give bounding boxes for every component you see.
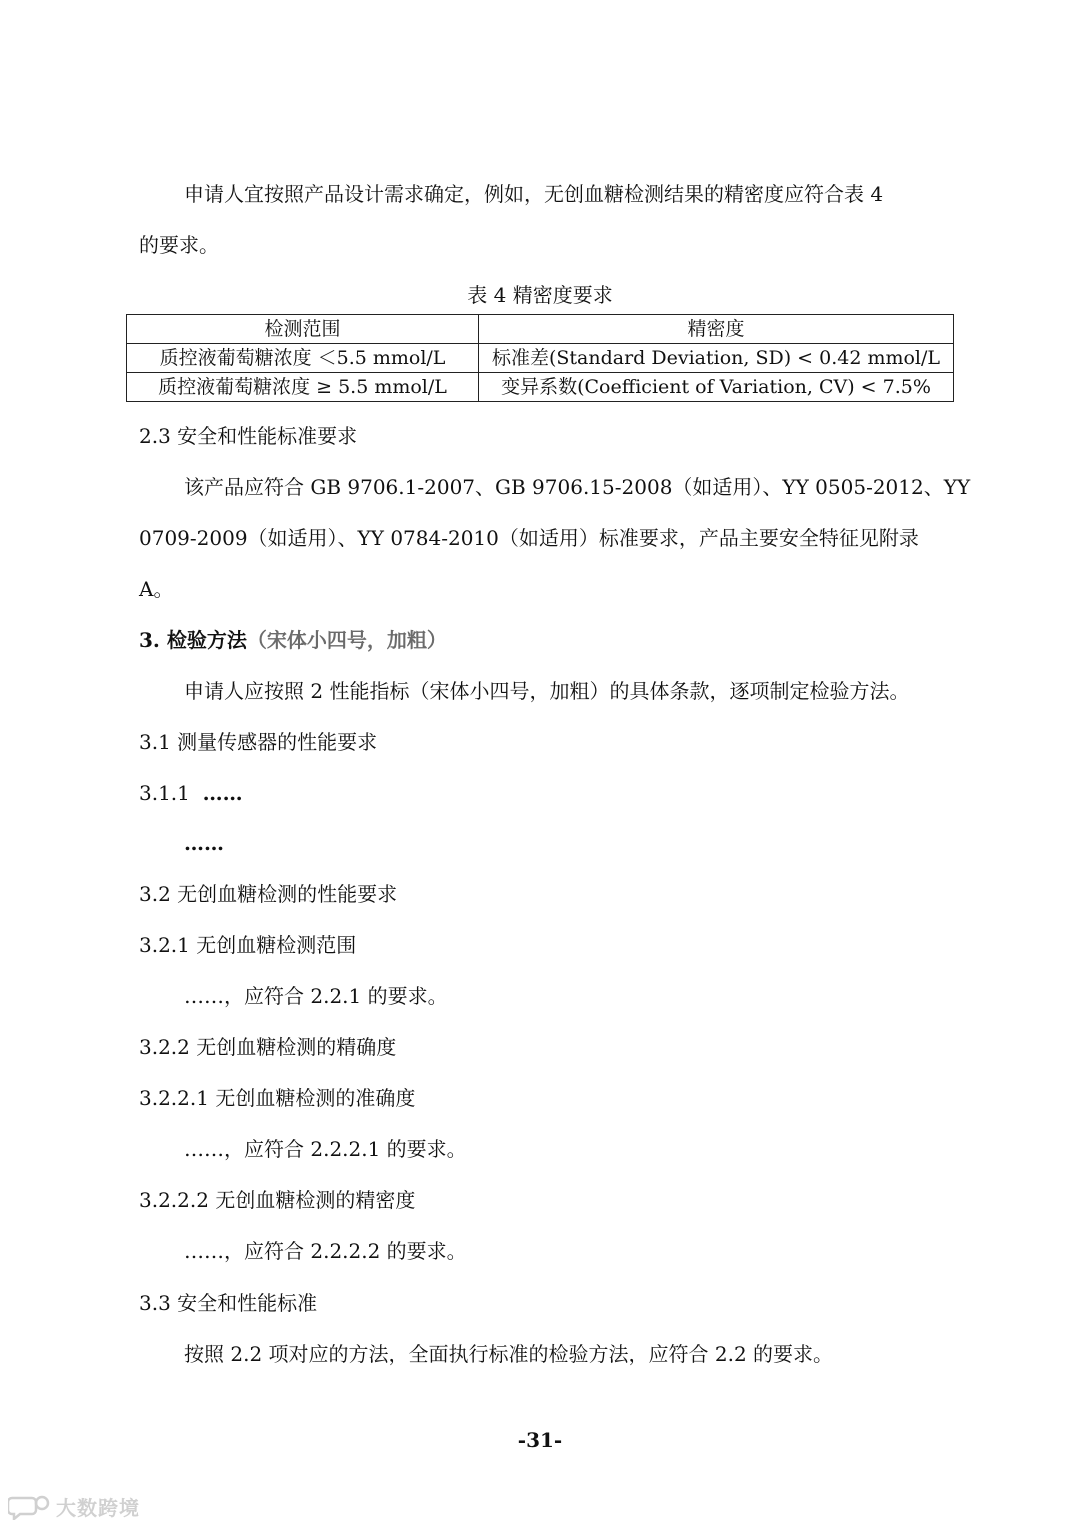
section-number: 3.1.1 bbox=[139, 781, 190, 805]
ellipsis: …… bbox=[202, 781, 243, 805]
chat-bubble-logo-icon bbox=[8, 1494, 52, 1520]
table-cell: 变异系数(Coefficient of Variation, CV) < 7.5% bbox=[479, 373, 954, 402]
section-heading-text: 3. 检验方法 bbox=[139, 628, 247, 652]
paragraph-line: 该产品应符合 GB 9706.1-2007、GB 9706.15-2008（如适用）、YY 0505-2012、YY bbox=[184, 475, 971, 499]
paragraph-line: ……，应符合 2.2.2.2 的要求。 bbox=[184, 1239, 467, 1263]
section-heading: 3.1 测量传感器的性能要求 bbox=[139, 730, 378, 754]
table-header-cell: 检测范围 bbox=[127, 315, 479, 344]
section-heading bbox=[139, 779, 243, 807]
paragraph-line: ……，应符合 2.2.1 的要求。 bbox=[184, 984, 448, 1008]
section-heading: 3.2.2.1 无创血糖检测的准确度 bbox=[139, 1086, 416, 1110]
table-cell: 质控液葡萄糖浓度 ＜5.5 mmol/L bbox=[127, 344, 479, 373]
table-row bbox=[127, 344, 954, 373]
section-heading bbox=[139, 626, 447, 654]
watermark-text: 大数跨境 bbox=[56, 1496, 140, 1520]
precision-table bbox=[126, 314, 954, 402]
section-heading: 3.2.2.2 无创血糖检测的精密度 bbox=[139, 1188, 416, 1212]
ellipsis-line: …… bbox=[184, 831, 224, 855]
section-heading-note: （宋体小四号，加粗） bbox=[246, 628, 447, 652]
section-heading: 2.3 安全和性能标准要求 bbox=[139, 424, 358, 448]
section-heading: 3.2.1 无创血糖检测范围 bbox=[139, 933, 357, 957]
table-caption: 表 4 精密度要求 bbox=[467, 283, 613, 307]
paragraph-line: 的要求。 bbox=[139, 233, 219, 257]
paragraph-line: 申请人宜按照产品设计需求确定，例如，无创血糖检测结果的精密度应符合表 4 bbox=[184, 182, 884, 206]
paragraph-line: 申请人应按照 2 性能指标（宋体小四号，加粗）的具体条款，逐项制定检验方法。 bbox=[184, 679, 910, 703]
table-header-row bbox=[127, 315, 954, 344]
table-header-cell: 精密度 bbox=[479, 315, 954, 344]
section-heading: 3.2.2 无创血糖检测的精确度 bbox=[139, 1035, 397, 1059]
section-heading: 3.3 安全和性能标准 bbox=[139, 1291, 318, 1315]
section-heading: 3.2 无创血糖检测的性能要求 bbox=[139, 882, 398, 906]
table-cell: 质控液葡萄糖浓度 ≥ 5.5 mmol/L bbox=[127, 373, 479, 402]
page-number: -31- bbox=[517, 1428, 563, 1452]
watermark bbox=[8, 1492, 140, 1521]
paragraph-line: ……，应符合 2.2.2.1 的要求。 bbox=[184, 1137, 467, 1161]
table-cell: 标准差(Standard Deviation, SD) < 0.42 mmol/L bbox=[479, 344, 954, 373]
paragraph-line: A。 bbox=[139, 577, 174, 601]
paragraph-line: 0709-2009（如适用）、YY 0784-2010（如适用）标准要求，产品主要安全特征见附录 bbox=[139, 526, 919, 550]
table-row bbox=[127, 373, 954, 402]
paragraph-line: 按照 2.2 项对应的方法，全面执行标准的检验方法，应符合 2.2 的要求。 bbox=[184, 1342, 834, 1366]
